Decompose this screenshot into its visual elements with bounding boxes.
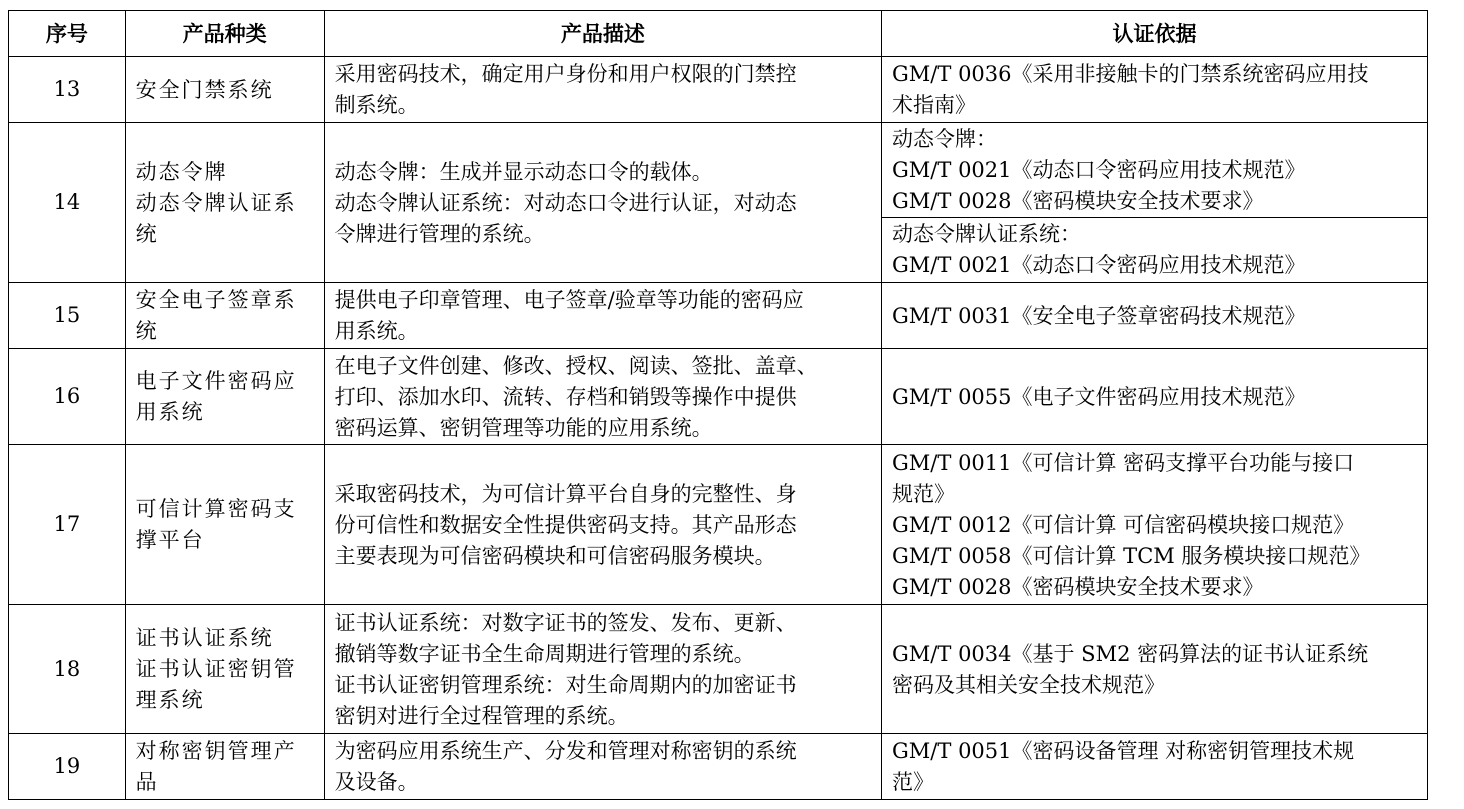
product-description — [324, 349, 881, 445]
basis-line: GM/T 0031《安全电子签章密码技术规范》 — [892, 303, 1306, 328]
basis-line: GM/T 0034《基于 SM2 密码算法的证书认证系统 — [892, 641, 1369, 666]
basis-line: 动态令牌认证系统： — [892, 222, 1082, 246]
product-description — [324, 123, 881, 283]
desc-line: 动态令牌：生成并显示动态口令的载体。 — [334, 159, 713, 184]
header-desc: 产品描述 — [324, 11, 881, 57]
desc-line: 提供电子印章管理、电子签章/验章等功能的密码应 — [334, 288, 804, 312]
desc-line: 在电子文件创建、修改、授权、阅读、签批、盖章、 — [334, 353, 818, 378]
desc-line: 采用密码技术，确定用户身份和用户权限的门禁控 — [334, 62, 797, 86]
basis-line: GM/T 0058《可信计算 TCM 服务模块接口规范》 — [892, 543, 1371, 568]
basis-line: GM/T 0055《电子文件密码应用技术规范》 — [892, 384, 1306, 409]
desc-line: 密码运算、密钥管理等功能的应用系统。 — [334, 415, 713, 440]
desc-line: 份可信性和数据安全性提供密码支持。其产品形态 — [334, 512, 797, 537]
table-row — [9, 734, 1428, 800]
table-row — [9, 349, 1428, 445]
type-line: 统 — [135, 319, 159, 343]
basis-line: GM/T 0028《密码模块安全技术要求》 — [892, 189, 1264, 213]
product-description — [324, 734, 881, 800]
header-no: 序号 — [9, 11, 126, 57]
type-line: 安全电子签章系 — [135, 288, 297, 312]
header-row — [9, 11, 1428, 57]
type-line: 对称密钥管理产 — [135, 739, 297, 763]
basis-group-token — [892, 124, 1421, 217]
product-description — [324, 445, 881, 605]
certification-basis — [882, 123, 1428, 283]
desc-line: 动态令牌认证系统：对动态口令进行认证，对动态 — [334, 190, 797, 215]
basis-line: 密码及其相关安全技术规范》 — [892, 672, 1166, 697]
certification-basis — [882, 605, 1428, 734]
desc-line: 打印、添加水印、流转、存档和销毁等操作中提供 — [334, 384, 797, 409]
basis-line: 规范》 — [892, 481, 956, 506]
type-line: 证书认证系统 — [135, 626, 274, 650]
certification-basis — [882, 283, 1428, 349]
desc-line: 为密码应用系统生产、分发和管理对称密钥的系统 — [334, 739, 797, 763]
desc-line: 用系统。 — [334, 319, 419, 343]
type-line: 动态令牌 — [135, 159, 228, 184]
desc-line: 制系统。 — [334, 93, 419, 117]
certification-basis — [882, 349, 1428, 445]
table-row — [9, 57, 1428, 123]
basis-line: 动态令牌： — [892, 127, 998, 151]
certification-basis — [882, 734, 1428, 800]
product-type — [125, 283, 324, 349]
row-number: 17 — [9, 445, 126, 605]
header-type: 产品种类 — [125, 11, 324, 57]
type-line: 用系统 — [135, 400, 205, 424]
basis-line: GM/T 0012《可信计算 可信密码模块接口规范》 — [892, 512, 1355, 537]
type-line: 电子文件密码应 — [135, 369, 297, 393]
table-row — [9, 123, 1428, 283]
desc-line: 证书认证系统：对数字证书的签发、发布、更新、 — [334, 610, 797, 635]
product-description — [324, 57, 881, 123]
basis-line: GM/T 0051《密码设备管理 对称密钥管理技术规 — [892, 739, 1355, 763]
type-line: 品 — [135, 770, 159, 794]
table-row — [9, 605, 1428, 734]
basis-line: GM/T 0021《动态口令密码应用技术规范》 — [892, 158, 1306, 182]
product-type — [125, 734, 324, 800]
desc-line: 密钥对进行全过程管理的系统。 — [334, 703, 629, 728]
basis-line: 术指南》 — [892, 93, 977, 117]
type-line: 证书认证密钥管 — [135, 657, 297, 681]
product-description — [324, 605, 881, 734]
product-description — [324, 283, 881, 349]
table-row — [9, 283, 1428, 349]
product-type — [125, 349, 324, 445]
basis-group-auth-system — [882, 217, 1427, 281]
type-line: 动态令牌认证系 — [135, 190, 297, 215]
row-number: 19 — [9, 734, 126, 800]
certification-basis — [882, 57, 1428, 123]
product-type — [125, 123, 324, 283]
row-number: 13 — [9, 57, 126, 123]
basis-line: GM/T 0021《动态口令密码应用技术规范》 — [892, 253, 1306, 277]
type-line: 理系统 — [135, 688, 205, 712]
type-line: 安全门禁系统 — [135, 77, 274, 102]
desc-line: 主要表现为可信密码模块和可信密码服务模块。 — [334, 543, 776, 568]
basis-line: 范》 — [892, 770, 935, 794]
header-basis: 认证依据 — [882, 11, 1428, 57]
product-type — [125, 605, 324, 734]
type-line: 撑平台 — [135, 528, 205, 552]
row-number: 18 — [9, 605, 126, 734]
basis-line: GM/T 0028《密码模块安全技术要求》 — [892, 574, 1264, 599]
type-line: 统 — [135, 221, 159, 246]
product-type — [125, 57, 324, 123]
desc-line: 采取密码技术，为可信计算平台自身的完整性、身 — [334, 481, 797, 506]
desc-line: 撤销等数字证书全生命周期进行管理的系统。 — [334, 641, 755, 666]
table-row — [9, 445, 1428, 605]
product-type — [125, 445, 324, 605]
type-line: 可信计算密码支 — [135, 497, 297, 521]
certification-basis — [882, 445, 1428, 605]
row-number: 16 — [9, 349, 126, 445]
desc-line: 及设备。 — [334, 770, 419, 794]
desc-line: 证书认证密钥管理系统：对生命周期内的加密证书 — [334, 672, 797, 697]
product-certification-table — [8, 10, 1428, 800]
basis-line: GM/T 0011《可信计算 密码支撑平台功能与接口 — [892, 450, 1355, 475]
row-number: 14 — [9, 123, 126, 283]
desc-line: 令牌进行管理的系统。 — [334, 221, 545, 246]
basis-line: GM/T 0036《采用非接触卡的门禁系统密码应用技 — [892, 62, 1369, 86]
row-number: 15 — [9, 283, 126, 349]
